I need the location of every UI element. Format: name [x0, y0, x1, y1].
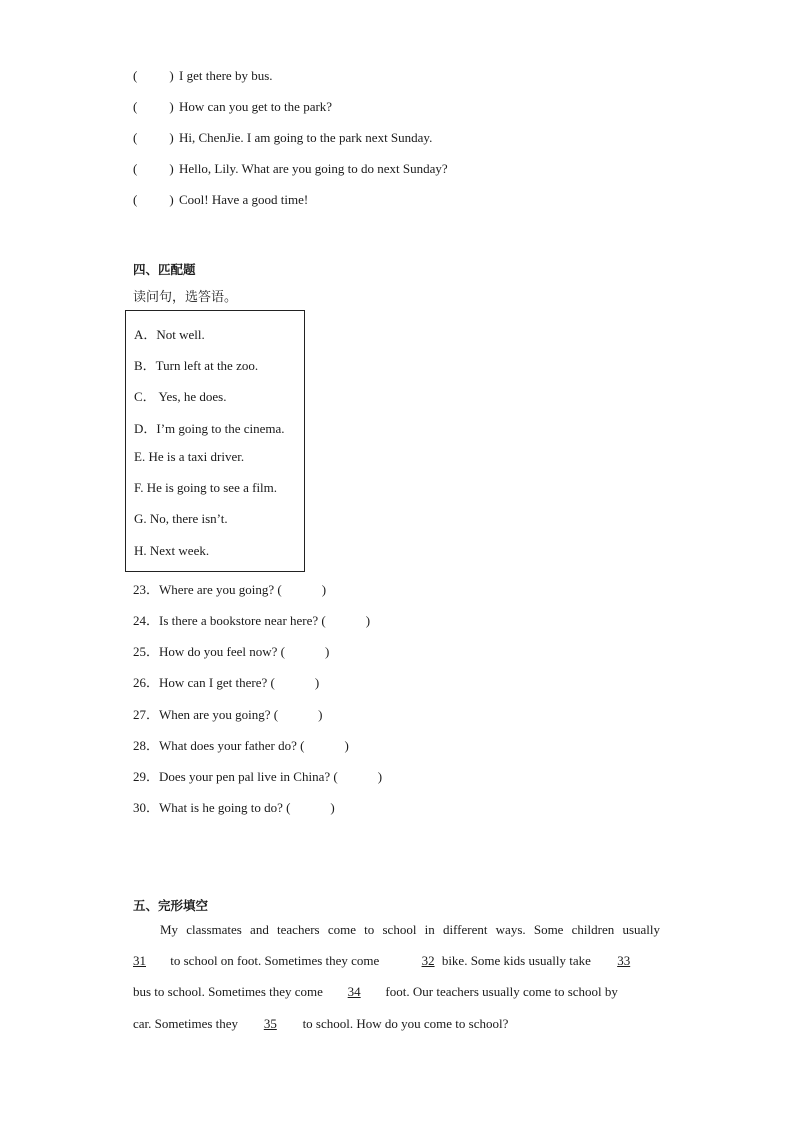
option-e: E. He is a taxi driver. — [134, 449, 245, 464]
dialogue-text: How can you get to the park? — [179, 99, 333, 114]
question-27: 27．When are you going? ( ) — [133, 707, 323, 722]
section-heading-cloze: 五、完形填空 — [133, 898, 209, 913]
question-28: 28．What does your father do? ( ) — [133, 738, 349, 753]
blank-32[interactable]: 32 — [421, 953, 435, 968]
dialogue-line: ( ) Hello, Lily. What are you going to do next Sunday? — [133, 161, 448, 176]
dialogue-line: ( ) Cool! Have a good time! — [133, 192, 309, 207]
passage-line: My classmates and teachers come to school in different ways. Some children usually — [160, 922, 660, 937]
blank-31[interactable]: 31 — [133, 953, 146, 968]
section-instruction: 读问句，选答语。 — [133, 290, 238, 305]
option-g: G. No, there isn’t. — [134, 511, 228, 526]
dialogue-text: Hello, Lily. What are you going to do next Sunday? — [179, 161, 448, 176]
passage-line: 31 to school on foot. Sometimes they come 32 bike. Some kids usually take 33 — [133, 953, 631, 968]
question-26: 26．How can I get there? ( ) — [133, 675, 320, 690]
option-b: B．Turn left at the zoo. — [134, 358, 259, 373]
question-24: 24．Is there a bookstore near here? ( ) — [133, 613, 371, 628]
question-23: 23．Where are you going? ( ) — [133, 582, 327, 597]
question-30: 30．What is he going to do? ( ) — [133, 800, 335, 815]
question-25: 25．How do you feel now? ( ) — [133, 644, 330, 659]
dialogue-text: Hi, ChenJie. I am going to the park next Sunday. — [179, 130, 433, 145]
question-29: 29．Does your pen pal live in China? ( ) — [133, 769, 383, 784]
blank-33[interactable]: 33 — [617, 953, 631, 968]
option-c: C． Yes, he does. — [134, 389, 227, 404]
dialogue-text: Cool! Have a good time! — [179, 192, 309, 207]
passage-line: car. Sometimes they 35 to school. How do you come to school? — [133, 1016, 509, 1031]
options-box — [125, 310, 305, 572]
option-a: A．Not well. — [134, 327, 205, 342]
option-h: H. Next week. — [134, 543, 210, 558]
dialogue-line: ( ) How can you get to the park? — [133, 99, 333, 114]
dialogue-line: ( ) Hi, ChenJie. I am going to the park next Sunday. — [133, 130, 433, 145]
section-heading-matching: 四、匹配题 — [133, 262, 196, 277]
option-f: F. He is going to see a film. — [134, 480, 278, 495]
dialogue-text: I get there by bus. — [179, 68, 273, 83]
blank-35[interactable]: 35 — [263, 1016, 277, 1031]
blank-34[interactable]: 34 — [347, 984, 361, 999]
option-d: D．I’m going to the cinema. — [134, 421, 285, 436]
passage-line: bus to school. Sometimes they come 34 foot. Our teachers usually come to school by — [133, 984, 618, 999]
dialogue-line: ( ) I get there by bus. — [133, 68, 273, 83]
